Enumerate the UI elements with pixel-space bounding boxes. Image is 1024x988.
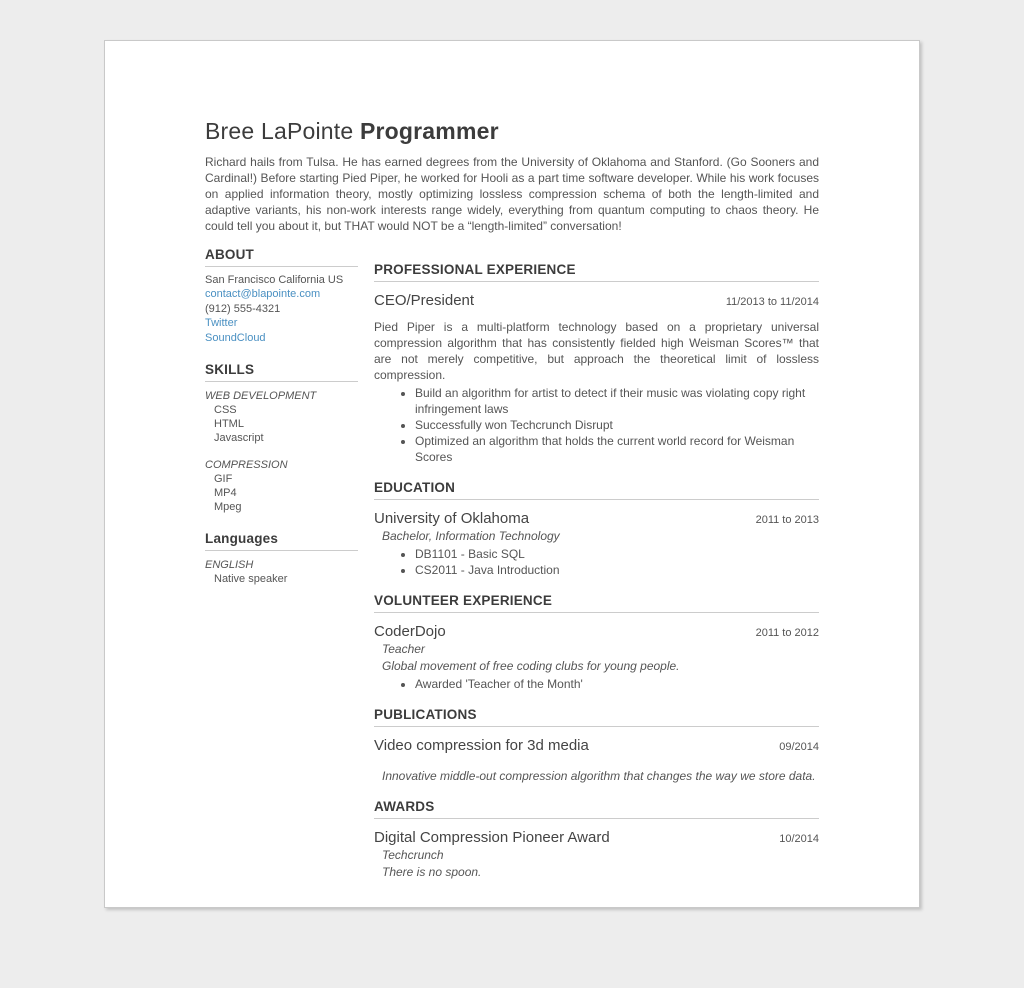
section-divider [374, 499, 819, 500]
section-heading: PUBLICATIONS [374, 707, 477, 722]
entry-date: 2011 to 2013 [755, 514, 819, 526]
entry-title: Video compression for 3d media [374, 737, 589, 754]
education-section [374, 480, 819, 578]
section-heading: VOLUNTEER EXPERIENCE [374, 593, 553, 608]
section-heading: AWARDS [374, 799, 435, 814]
skill-item: Javascript [214, 432, 264, 445]
entry-date: 09/2014 [779, 741, 819, 753]
section-divider [374, 281, 819, 282]
skill-category-label: WEB DEVELOPMENT [205, 390, 317, 403]
volunteer-entry [374, 623, 819, 692]
resume-page [104, 40, 920, 908]
entry-bullet: • Optimized an algorithm that holds the current world record for Weisman Scores [415, 433, 819, 465]
languages-divider [205, 550, 358, 551]
resume-body [205, 247, 819, 880]
entry-subtitle-2: There is no spoon. [382, 865, 482, 879]
section-divider [374, 726, 819, 727]
language-group [205, 558, 358, 586]
section-divider [374, 612, 819, 613]
awards-section [374, 799, 819, 880]
entry-bullet: • CS2011 - Java Introduction [415, 562, 819, 578]
skill-category-label: COMPRESSION [205, 459, 288, 472]
phone-text: (912) 555-4321 [205, 302, 281, 315]
skills-section [205, 362, 358, 514]
language-level: Native speaker [214, 573, 288, 586]
publication-entry [374, 737, 819, 784]
sidebar [205, 247, 358, 880]
about-divider [205, 266, 358, 267]
entry-subtitle-2: Global movement of free coding clubs for young people. [382, 659, 680, 673]
entry-bullet-list [374, 385, 819, 465]
entry-title: CoderDojo [374, 623, 446, 640]
soundcloud-link[interactable]: SoundCloud [205, 331, 266, 344]
skill-item: MP4 [214, 487, 237, 500]
entry-head [374, 623, 819, 640]
entry-bullet: • Successfully won Techcrunch Disrupt [415, 417, 819, 433]
award-entry [374, 829, 819, 880]
skill-group [205, 389, 358, 445]
entry-description: Pied Piper is a multi-platform technology based on a proprietary universal compression algorithm that has consistently fielded high Weisman Scores™ that are not merely competitive, but approach the theoretical limit of lossless compression. [374, 320, 819, 382]
skill-item: HTML [214, 418, 244, 431]
entry-subtitle: Bachelor, Information Technology [382, 529, 560, 543]
skill-group [205, 458, 358, 514]
about-heading: ABOUT [205, 247, 254, 262]
skill-item: Mpeg [214, 501, 242, 514]
entry-title: University of Oklahoma [374, 510, 530, 527]
entry-bullet: • DB1101 - Basic SQL [415, 546, 819, 562]
section-heading: PROFESSIONAL EXPERIENCE [374, 262, 576, 277]
entry-subtitle: Teacher [382, 642, 425, 656]
publication-summary: Innovative middle-out compression algorithm that changes the way we store data. [382, 769, 816, 783]
page-title [205, 118, 819, 145]
entry-date: 11/2013 to 11/2014 [725, 296, 819, 308]
entry-bullet-list [374, 546, 819, 578]
entry-bullet-list [374, 676, 819, 692]
entry-head [374, 737, 819, 754]
skills-divider [205, 381, 358, 382]
entry-date: 2011 to 2012 [755, 627, 819, 639]
entry-bullet: • Build an algorithm for artist to detect if their music was violating copy right infringement laws [415, 385, 819, 417]
languages-section [205, 531, 358, 586]
email-link[interactable]: contact@blapointe.com [205, 288, 321, 301]
entry-head [374, 510, 819, 527]
resume-header [205, 118, 819, 234]
candidate-summary: Richard hails from Tulsa. He has earned degrees from the University of Oklahoma and Stanford. (Go Sooners and Cardinal!) Before starting Pied Piper, he worked for Hooli as a part time software developer. While his work focuses on applied information theory, mostly optimizing lossless compression schema of both the length-limited and adaptive variants, his non-work interests range widely, everything from quantum computing to chaos theory. He could tell you about it, but THAT would NOT be a “length-limited” conversation! [205, 155, 819, 233]
skill-item: GIF [214, 473, 233, 486]
language-name-label: ENGLISH [205, 559, 254, 572]
experience-entry [374, 292, 819, 465]
section-heading: EDUCATION [374, 480, 456, 495]
entry-bullet: • Awarded 'Teacher of the Month' [415, 676, 819, 692]
entry-head [374, 829, 819, 846]
section-divider [374, 818, 819, 819]
skills-heading: SKILLS [205, 362, 255, 378]
about-section [205, 247, 358, 345]
contact-list [205, 273, 358, 345]
education-entry [374, 510, 819, 578]
candidate-role: Programmer [359, 118, 499, 144]
skill-item: CSS [214, 404, 237, 417]
entry-date: 10/2014 [779, 833, 819, 845]
twitter-link[interactable]: Twitter [205, 317, 238, 330]
main-column [374, 247, 819, 880]
professional-experience-section [374, 262, 819, 465]
candidate-name: Bree LaPointe [205, 118, 354, 144]
publications-section [374, 707, 819, 784]
entry-title: Digital Compression Pioneer Award [374, 829, 610, 846]
entry-head [374, 292, 819, 309]
languages-heading: Languages [205, 531, 279, 547]
location-text: San Francisco California US [205, 274, 344, 286]
entry-subtitle: Techcrunch [382, 848, 444, 862]
entry-title: CEO/President [374, 292, 475, 309]
volunteer-experience-section [374, 593, 819, 692]
